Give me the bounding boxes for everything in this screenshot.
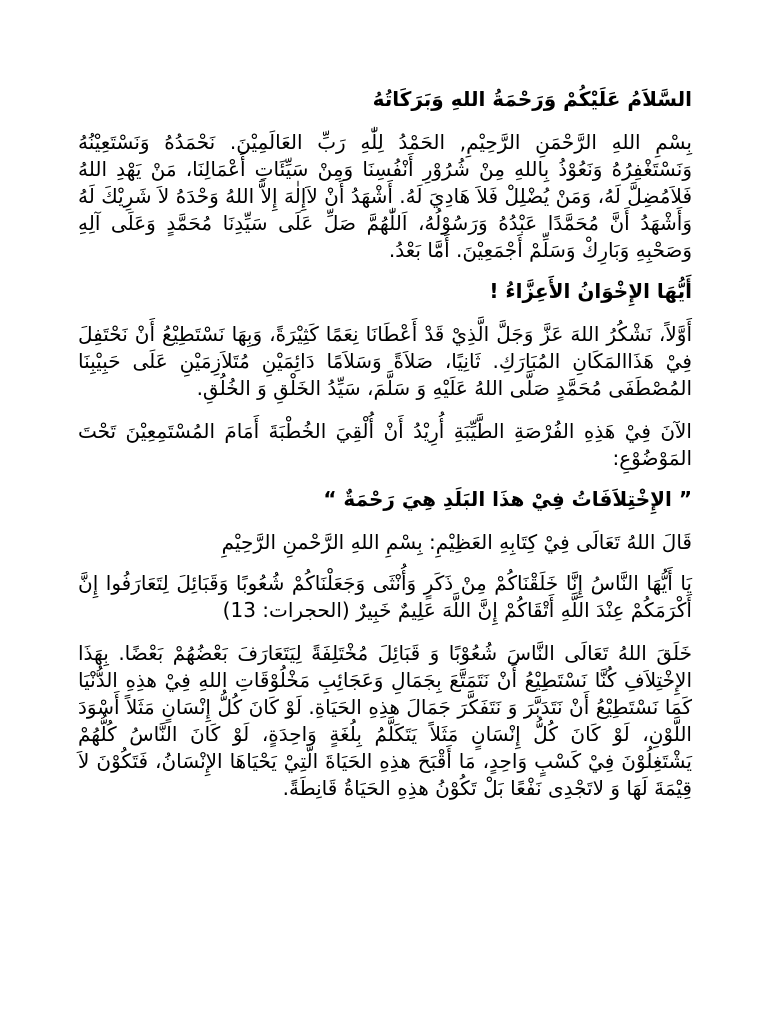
document-page xyxy=(78,86,692,816)
greeting-heading: السَّلاَمُ عَلَيْكُمْ وَرَحْمَةُ اللهِ وَبَرَكَاتُهُ xyxy=(372,87,692,111)
intro-paragraph: الآنَ فِيْ هَذِهِ الفُرْصَةِ الطَّيِّبَةِ أُرِيْدُ أَنْ أُلْقِيَ الخُطْبَةَ أَمَامَ المُسْتَمِعِيْنَ تَحْتَ المَوْضُوْعِ: xyxy=(78,419,692,470)
topic-title: ” الإِخْتِلاَفَاتُ فِيْ هذَا البَلَدِ هِيَ رَحْمَةٌ “ xyxy=(323,487,692,511)
verse-paragraph: يَا أَيُّهَا النَّاسُ إِنَّا خَلَقْنَاكُمْ مِنْ ذَكَرٍ وَأُنْثَى وَجَعَلْنَاكُمْ شُعُوبًا وَقَبَائِلَ لِتَعَارَفُوا إِنَّ أَكْرَمَكُمْ عِنْدَ اللَّهِ أَتْقَاكُمْ إِنَّ اللَّهَ عَلِيمٌ خَبِيرٌ (الحجرات: 13) xyxy=(78,571,692,622)
verse-intro: قَالَ اللهُ تَعَالَى فِيْ كِتَابِهِ العَظِيْمِ: بِسْمِ اللهِ الرَّحْمنِ الرَّحِيْمِ xyxy=(221,530,692,554)
opening-paragraph: بِسْمِ اللهِ الرَّحْمَنِ الرَّحِيْمِ, الحَمْدُ لِلّٰهِ رَبِّ العَالَمِيْنَ. نَحْمَدُهُ وَنَسْتَعِيْنُهُ وَنَسْتَغْفِرُهُ وَنَعُوْذُ بِاللهِ مِنْ شُرُوْرِ أَنْفُسِنَا وَمِنْ سَيِّئَاتِ أَعْمَالِنَا، مَنْ يَهْدِ اللهُ فَلاَمُضِلَّ لَهُ، وَمَنْ يُضْلِلْ فَلاَ هَادِيَ لَهُ. أَشْهَدُ أَنْ لاَإِلٰهَ إِلاَّ اللهُ وَحْدَهُ لاَ شَرِيْكَ لَهُ وَأَشْهَدُ أَنَّ مُحَمَّدًا عَبْدُهُ وَرَسُوْلُهُ، اَللّٰهُمَّ صَلِّ عَلَى سَيِّدِنَا مُحَمَّدٍ وَعَلَى آلِهِ وَصَحْبِهِ وَبَارِكْ وَسَلِّمْ أَجْمَعِيْنَ. أَمَّا بَعْدُ. xyxy=(78,130,692,262)
body-paragraph: خَلَقَ اللهُ تَعَالَى النَّاسَ شُعُوْبًا وَ قَبَائِلَ مُخْتَلِفَةً لِيَتَعَارَفَ بَعْضُهُمْ بَعْضًا. بِهَذَا الإِخْتِلاَفِ كُنَّا نَسْتَطِيْعُ أَنْ نَتَمَتَّعَ بِجَمَالِ وَعَجَائِبِ مَخْلُوْقَاتِ اللهِ فِيْ هذِهِ الدُّنْيَا كَمَا نَسْتَطِيْعُ أَنْ نَتَدَبَّرَ وَ نَتَفَكَّرَ جَمَالَ هذِهِ الحَيَاةِ. لَوْ كَانَ كُلُّ إِنْسَانٍ مَثَلاً أَسْوَدَ اللَّوْنِ، لَوْ كَانَ كُلُّ إِنْسَانٍ مَثَلاً يَتَكَلَّمُ بِلُغَةٍ وَاحِدَةٍ، لَوْ كَانَ النَّاسُ كُلُّهُمْ يَشْتَغِلُوْنَ فِيْ كَسْبٍ وَاحِدٍ، مَا أَقْبَحَ هذِهِ الحَيَاةَ الَّتِيْ يَحْيَاهَا الإِنْسَانُ، فَتَكُوْنَ لاَ قِيْمَةَ لَهَا وَ لاتَجْدِى نَفْعًا بَلْ تَكُوْنُ هذِهِ الحَيَاةُ قَانِطَةً. xyxy=(78,641,692,800)
address-heading: أَيُّهَا الإِخْوَانُ الأَعِزَّاءُ ! xyxy=(489,279,692,303)
thanks-paragraph: أَوَّلاً، نَشْكُرُ اللهَ عَزَّ وَجَلَّ الَّذِيْ قَدْ أَعْطَانَا نِعَمًا كَثِيْرَةً، وَبِهَا نَسْتَطِيْعُ أَنْ نَحْتَفِلَ فِيْ هَذَاالمَكَانِ المُبَارَكِ. ثَانِيًا، صَلاَةً وَسَلاَمًا دَائِمَيْنِ مُتَلاَزِمَيْنِ عَلَى حَبِيْبِنَا المُصْطَفَى مُحَمَّدٍ صَلَّى اللهُ عَلَيْهِ وَ سَلَّمَ، سَيِّدُ الخَلْقِ وَ الخُلُقِ. xyxy=(78,322,692,400)
